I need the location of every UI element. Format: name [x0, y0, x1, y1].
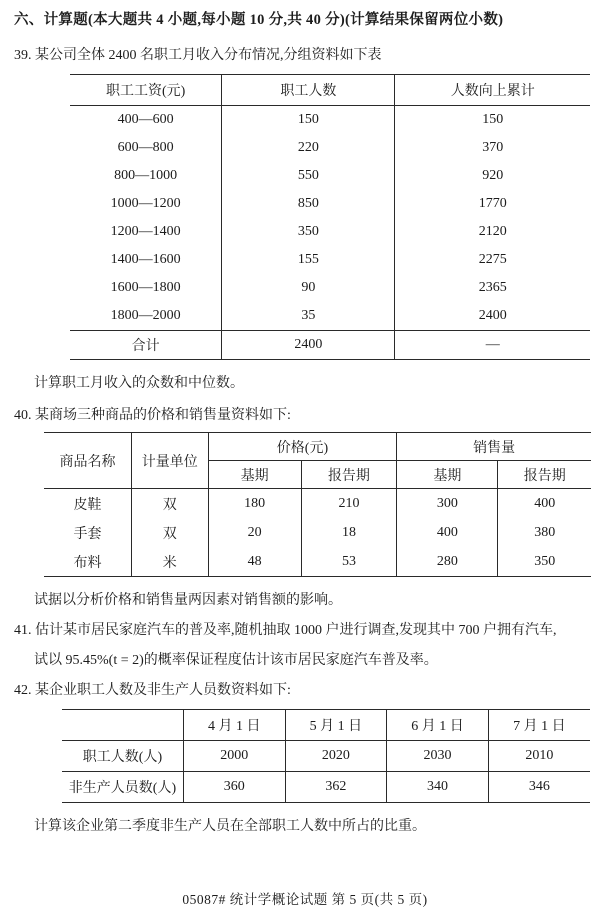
- table-row: [44, 489, 591, 519]
- table-cell: 350: [222, 218, 395, 246]
- table-cell: 2365: [395, 274, 590, 302]
- table-cell: 400: [397, 518, 498, 547]
- table-row: [62, 772, 590, 803]
- column-header: 人数向上累计: [395, 75, 590, 106]
- question-42-prompt: 42. 某企业职工人数及非生产人员数资料如下:: [14, 683, 291, 698]
- wage-distribution-table: [70, 74, 590, 360]
- table-cell: 48: [208, 547, 301, 577]
- staff-count-table: [62, 709, 590, 803]
- table-cell: 350: [498, 547, 591, 577]
- table-cell: 双: [132, 518, 209, 547]
- table-row: [70, 162, 590, 190]
- empty-corner-cell: [62, 710, 183, 741]
- table-cell: 362: [285, 772, 387, 803]
- column-header: 报告期: [301, 461, 397, 489]
- column-header: 商品名称: [44, 433, 132, 489]
- table-cell: 双: [132, 489, 209, 519]
- column-header: 计量单位: [132, 433, 209, 489]
- table-cell: 2030: [387, 741, 489, 772]
- column-header: 职工人数: [222, 75, 395, 106]
- table-cell: 1770: [395, 190, 590, 218]
- question-39-task: 计算职工月收入的众数和中位数。: [34, 376, 244, 391]
- table-total-row: [70, 331, 590, 360]
- table-cell: 920: [395, 162, 590, 190]
- table-cell: 600—800: [117, 140, 174, 155]
- table-cell: 2275: [395, 246, 590, 274]
- table-row: [62, 741, 590, 772]
- group-header-sales: 销售量: [397, 433, 591, 461]
- column-header: 基期: [208, 461, 301, 489]
- table-cell: 35: [222, 302, 395, 331]
- table-cell: 53: [301, 547, 397, 577]
- question-39-prompt: 39. 某公司全体 2400 名职工月收入分布情况,分组资料如下表: [14, 48, 382, 63]
- table-cell: 1400—1600: [110, 252, 181, 267]
- table-cell: 布料: [73, 555, 102, 571]
- table-cell: —: [395, 331, 590, 360]
- table-cell: 18: [301, 518, 397, 547]
- table-cell: 2400: [222, 331, 395, 360]
- table-cell: 360: [183, 772, 285, 803]
- table-row: [44, 518, 591, 547]
- table-cell: 800—1000: [114, 168, 178, 183]
- table-cell: 400—600: [117, 112, 174, 127]
- column-header: 基期: [397, 461, 498, 489]
- table-row: [44, 547, 591, 577]
- table-cell: 210: [301, 489, 397, 519]
- table-cell: 米: [132, 547, 209, 577]
- table-cell: 2400: [395, 302, 590, 331]
- table-header-row: [70, 75, 590, 106]
- table-cell: 2000: [183, 741, 285, 772]
- group-header-price: 价格(元): [208, 433, 397, 461]
- table-cell: 1800—2000: [110, 308, 181, 323]
- column-header: 6 月 1 日: [387, 710, 489, 741]
- price-sales-table: [44, 432, 591, 577]
- table-cell: 370: [395, 134, 590, 162]
- table-row: [70, 190, 590, 218]
- question-42-task: 计算该企业第二季度非生产人员在全部职工人数中所占的比重。: [34, 819, 426, 834]
- table-cell: 20: [208, 518, 301, 547]
- table-cell: 1200—1400: [110, 224, 181, 239]
- table-cell: 550: [222, 162, 395, 190]
- table-cell: 180: [208, 489, 301, 519]
- table-cell: 400: [498, 489, 591, 519]
- table-cell: 1600—1800: [110, 280, 181, 295]
- table-cell: 2120: [395, 218, 590, 246]
- table-cell: 380: [498, 518, 591, 547]
- page-footer: 05087# 统计学概论试题 第 5 页(共 5 页): [182, 892, 428, 907]
- column-header: 5 月 1 日: [285, 710, 387, 741]
- table-header-row: [62, 710, 590, 741]
- table-cell: 150: [222, 106, 395, 135]
- row-header: 职工人数(人): [62, 741, 183, 772]
- question-41-line1: 41. 估计某市居民家庭汽车的普及率,随机抽取 1000 户进行调查,发现其中 700 户拥有汽车,: [14, 623, 557, 638]
- table-cell: 2020: [285, 741, 387, 772]
- table-cell: 150: [395, 106, 590, 135]
- table-cell: 300: [397, 489, 498, 519]
- table-row: [70, 106, 590, 135]
- question-41-line2: 试以 95.45%(t = 2)的概率保证程度估计该市居民家庭汽车普及率。: [34, 653, 438, 668]
- question-40-prompt: 40. 某商场三种商品的价格和销售量资料如下:: [14, 408, 291, 423]
- row-header: 非生产人员数(人): [68, 781, 177, 796]
- table-cell: 手套: [73, 526, 102, 542]
- table-cell: 155: [222, 246, 395, 274]
- table-row: [70, 134, 590, 162]
- column-header: 7 月 1 日: [488, 710, 590, 741]
- table-cell: 346: [488, 772, 590, 803]
- question-40-task: 试据以分析价格和销售量两因素对销售额的影响。: [34, 593, 342, 608]
- column-header: 报告期: [498, 461, 591, 489]
- table-cell: 340: [387, 772, 489, 803]
- column-header: 4 月 1 日: [183, 710, 285, 741]
- table-row: [70, 218, 590, 246]
- column-header: 职工工资(元): [70, 75, 222, 106]
- table-row: [70, 274, 590, 302]
- table-cell: 皮鞋: [73, 497, 102, 513]
- table-cell: 850: [222, 190, 395, 218]
- table-row: [70, 246, 590, 274]
- table-cell: 合计: [70, 331, 222, 360]
- table-cell: 280: [397, 547, 498, 577]
- section-header: 六、计算题(本大题共 4 小题,每小题 10 分,共 40 分)(计算结果保留两位小数): [14, 12, 504, 28]
- table-cell: 220: [222, 134, 395, 162]
- table-row: [70, 302, 590, 331]
- table-cell: 2010: [488, 741, 590, 772]
- table-cell: 90: [222, 274, 395, 302]
- table-cell: 1000—1200: [110, 196, 181, 211]
- table-group-header-row: [44, 433, 591, 461]
